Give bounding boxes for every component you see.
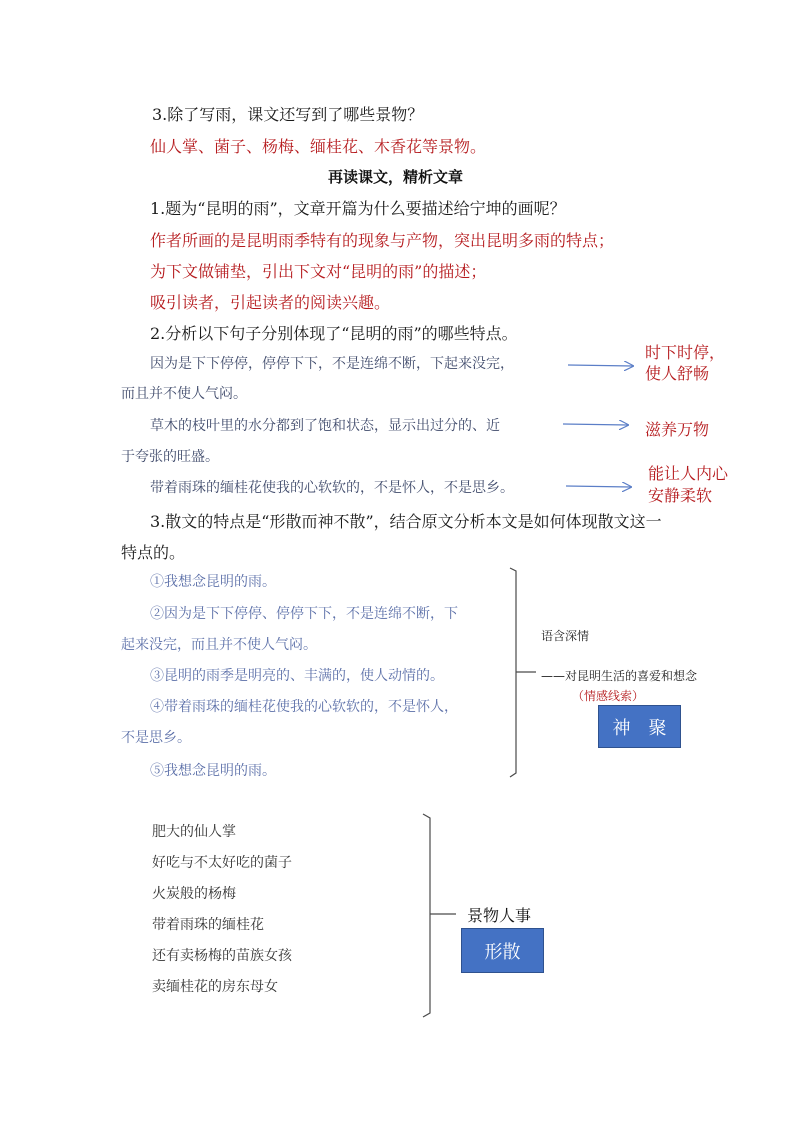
xing-box-label: 形散	[484, 941, 521, 963]
xing-item-1: 肥大的仙人掌	[152, 824, 236, 840]
question-3-scenery: 3.除了写雨，课文还写到了哪些景物？	[152, 105, 424, 124]
shen-item-4-cont: 不是思乡。	[121, 730, 191, 746]
shen-item-3: ③昆明的雨季是明亮的、丰满的，使人动情的。	[150, 668, 444, 684]
xing-item-4: 带着雨珠的缅桂花	[152, 917, 264, 933]
shen-bracket	[510, 568, 516, 777]
question-1-painting: 1.题为“昆明的雨”，文章开篇为什么要描述给宁坤的画呢？	[150, 199, 566, 218]
quote-1-line-2: 而且并不使人气闷。	[121, 386, 247, 402]
shen-item-4: ④带着雨珠的缅桂花使我的心软软的，不是怀人，	[150, 699, 458, 715]
answer-1-line-3: 吸引读者，引起读者的阅读兴趣。	[150, 293, 391, 312]
question-3-line-1: 3.散文的特点是“形散而神不散”，结合原文分析本文是如何体现散文这一	[150, 512, 662, 531]
shen-item-5: ⑤我想念昆明的雨。	[150, 763, 276, 779]
shen-item-1: ①我想念昆明的雨。	[150, 574, 276, 590]
xing-item-2: 好吃与不太好吃的菌子	[152, 855, 292, 871]
shen-note: （情感线索）	[572, 689, 645, 703]
arrow-3	[566, 486, 631, 487]
answer-3-scenery: 仙人掌、菌子、杨梅、缅桂花、木香花等景物。	[150, 137, 487, 156]
quote-2-line-1: 草木的枝叶里的水分都到了饱和状态，显示出过分的、近	[150, 418, 500, 434]
feature-1-line-1: 时下时停，	[645, 343, 726, 362]
xing-item-5: 还有卖杨梅的苗族女孩	[152, 948, 292, 964]
shen-description: ——对昆明生活的喜爱和想念	[541, 669, 698, 683]
quote-1-line-1: 因为是下下停停，停停下下，不是连绵不断，下起来没完，	[150, 356, 514, 372]
feature-3-line-1: 能让人内心	[648, 464, 729, 483]
section-heading: 再读课文，精析文章	[328, 168, 464, 186]
quote-3-line-1: 带着雨珠的缅桂花使我的心软软的，不是怀人，不是思乡。	[150, 480, 514, 496]
feature-3-line-2: 安静柔软	[648, 486, 713, 505]
feature-2: 滋养万物	[645, 420, 710, 439]
shen-item-2: ②因为是下下停停、停停下下，不是连绵不断，下	[150, 606, 458, 622]
feature-1-line-2: 使人舒畅	[645, 364, 710, 383]
xing-item-3: 火炭般的杨梅	[152, 886, 236, 902]
shen-box-label: 神 聚	[612, 717, 667, 739]
answer-1-line-1: 作者所画的是昆明雨季特有的现象与产物，突出昆明多雨的特点；	[150, 231, 615, 250]
answer-1-line-2: 为下文做铺垫，引出下文对“昆明的雨”的描述；	[150, 262, 487, 281]
question-3-line-2: 特点的。	[121, 543, 186, 562]
xing-label: 景物人事	[467, 906, 532, 925]
arrow-2	[563, 424, 628, 425]
arrow-1	[568, 365, 633, 366]
xing-item-6: 卖缅桂花的房东母女	[152, 979, 278, 995]
shen-item-2-cont: 起来没完，而且并不使人气闷。	[121, 637, 317, 653]
xing-bracket	[423, 814, 430, 1017]
quote-2-line-2: 于夸张的旺盛。	[121, 449, 219, 465]
shen-label: 语含深情	[541, 629, 590, 643]
question-2-features: 2.分析以下句子分别体现了“昆明的雨”的哪些特点。	[150, 324, 518, 343]
